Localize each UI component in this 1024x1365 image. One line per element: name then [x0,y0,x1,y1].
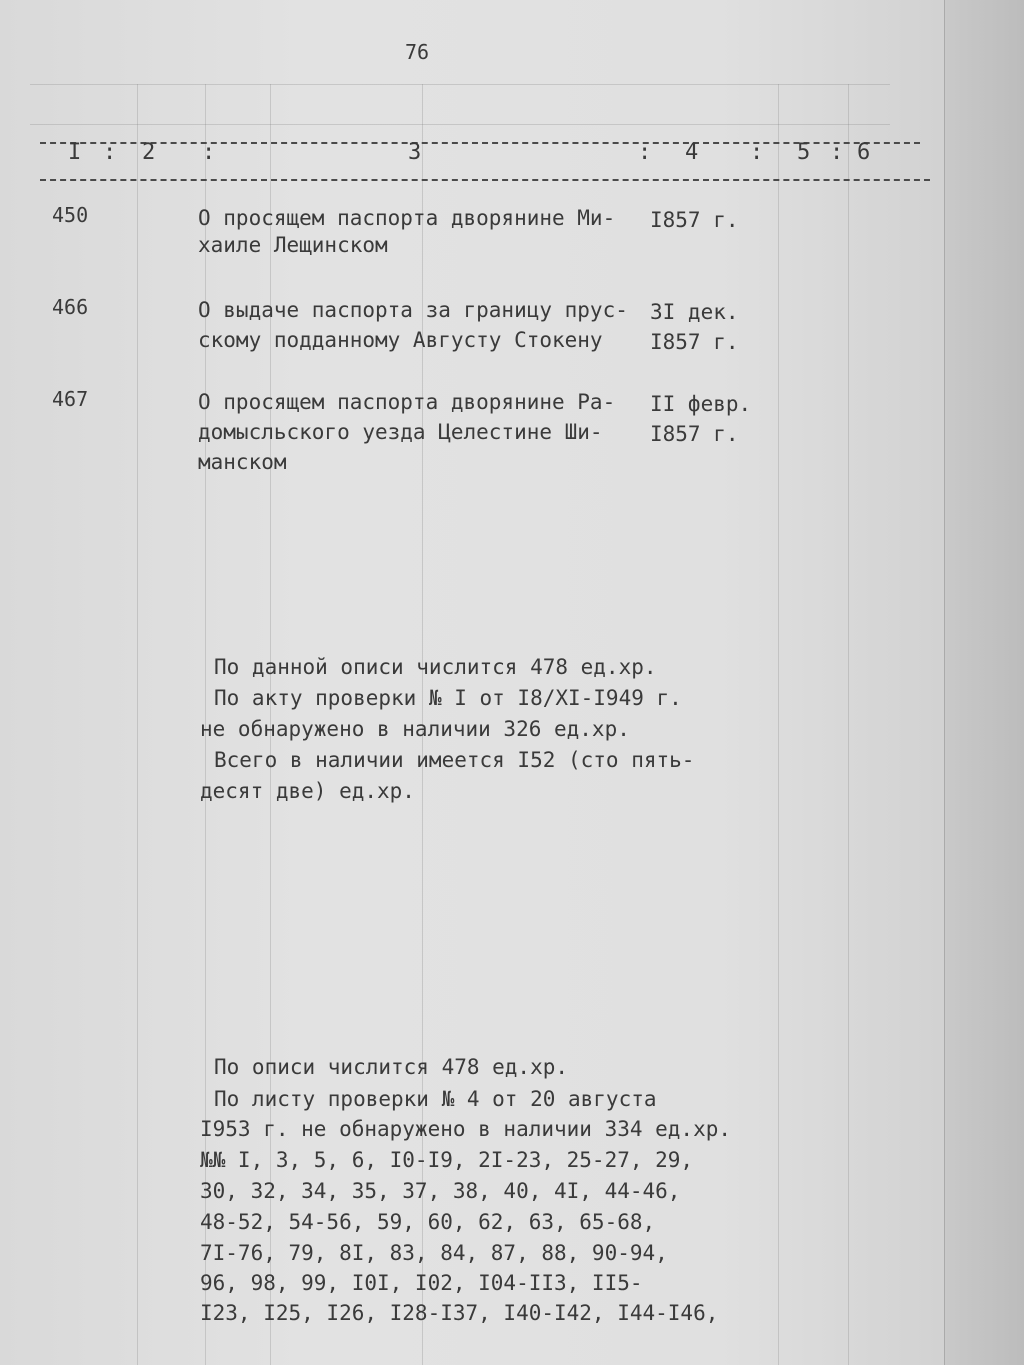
entry-title-line: скому подданному Августу Стокену [198,328,603,352]
entry-date-line: 3I дек. [650,300,739,324]
note-line: По листу проверки № 4 от 20 августа [214,1087,657,1111]
note-line: I23, I25, I26, I28-I37, I40-I42, I44-I46, [200,1301,719,1325]
column-header-separator: : [638,140,652,165]
entry-title-line: хаиле Лещинском [198,233,388,257]
entry-number: 450 [52,203,89,227]
note-line: 48-52, 54-56, 59, 60, 62, 63, 65-68, [200,1210,656,1234]
note-line: 30, 32, 34, 35, 37, 38, 40, 4I, 44-46, [200,1179,681,1203]
entry-date-line: I857 г. [650,422,739,446]
column-header-separator: : [750,140,764,165]
entry-title-line: домысльского уезда Целестине Ши- [198,420,603,444]
note-line: Всего в наличии имеется I52 (сто пять- [214,748,695,772]
header-bottom-rule [40,179,930,181]
note-line: По акту проверки № I от I8/XI-I949 г. [214,686,682,710]
header-top-rule [40,142,920,144]
note-line: I953 г. не обнаружено в наличии 334 ед.хр. [200,1117,732,1141]
note-line: По описи числится 478 ед.хр. [214,1055,569,1079]
column-rule [848,84,849,1365]
column-header-separator: : [202,140,216,165]
column-header-6: 6 [857,140,871,165]
entry-title-line: манском [198,450,287,474]
column-rule [137,84,138,1365]
note-line: десят две) ед.хр. [200,779,415,803]
column-header-1: I [68,140,82,165]
note-line: По данной описи числится 478 ед.хр. [214,655,657,679]
entry-date-line: I857 г. [650,330,739,354]
entry-date-line: I857 г. [650,208,739,232]
entry-title-line: О просящем паспорта дворянине Ми- [198,206,616,230]
entry-date-line: II февр. [650,392,752,416]
note-line: не обнаружено в наличии 326 ед.хр. [200,717,630,741]
adjacent-page-edge [944,0,1024,1365]
page-number: 76 [405,40,430,64]
column-header-4: 4 [685,140,699,165]
column-header-3: 3 [408,140,422,165]
column-header-separator: : [103,140,117,165]
entry-title-line: О выдаче паспорта за границу прус- [198,298,628,322]
column-rule [778,84,779,1365]
entry-number: 467 [52,387,89,411]
note-line: №№ I, 3, 5, 6, I0-I9, 2I-23, 25-27, 29, [200,1148,694,1172]
note-line: 7I-76, 79, 8I, 83, 84, 87, 88, 90-94, [200,1241,668,1265]
ghost-rule [30,124,890,125]
column-header-5: 5 [797,140,811,165]
entry-title-line: О просящем паспорта дворянине Ра- [198,390,616,414]
column-header-separator: : [830,140,844,165]
ghost-rule [30,84,890,85]
entry-number: 466 [52,295,89,319]
column-header-2: 2 [142,140,156,165]
note-line: 96, 98, 99, I0I, I02, I04-II3, II5- [200,1271,643,1295]
